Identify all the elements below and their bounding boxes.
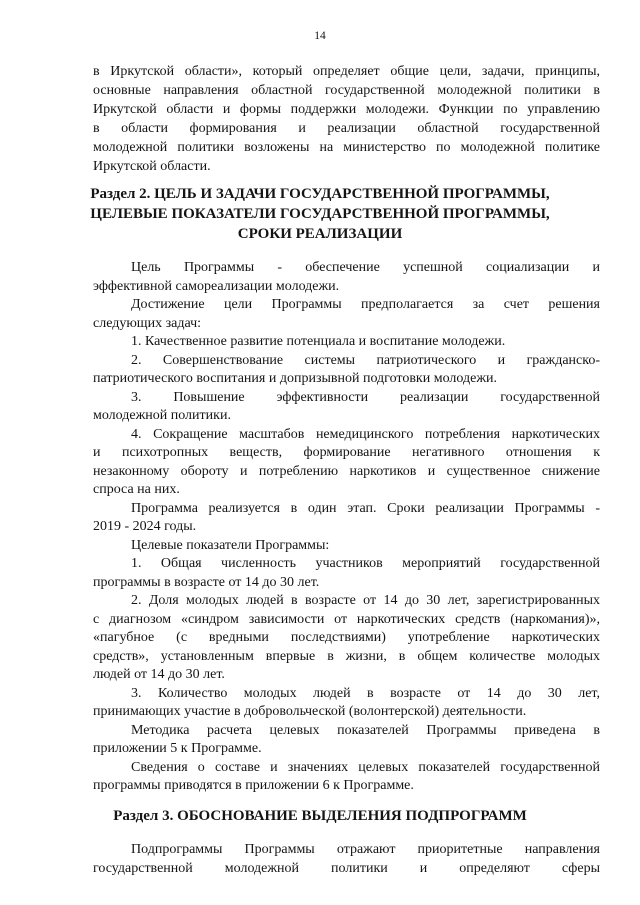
body-line: 3. Количество молодых людей в возрасте от 14 до 30 лет, [131, 686, 600, 701]
body-line: незаконному обороту и потреблению наркотиков и существенное снижение [93, 464, 600, 479]
body-line: 1. Качественное развитие потенциала и воспитание молодежи. [131, 334, 506, 349]
body-line: программы приводятся в приложении 6 к Программе. [93, 778, 414, 793]
section-heading: Раздел 3. ОБОСНОВАНИЕ ВЫДЕЛЕНИЯ ПОДПРОГРАММ [113, 808, 527, 824]
body-line: принимающих участие в добровольческой (волонтерской) деятельности. [93, 704, 527, 719]
section-heading: Раздел 2. ЦЕЛЬ И ЗАДАЧИ ГОСУДАРСТВЕННОЙ ПРОГРАММЫ, [90, 186, 550, 202]
body-line: в области формирования и реализации областной государственной [93, 121, 600, 136]
body-line: эффективной самореализации молодежи. [93, 279, 340, 294]
body-line: 3. Повышение эффективности реализации государственной [131, 390, 600, 405]
body-line: патриотического воспитания и допризывной подготовки молодежи. [93, 371, 497, 386]
body-line: 4. Сокращение масштабов немедицинского потребления наркотических [131, 427, 600, 442]
body-line: молодежной политики возложены на министерство по молодежной политике [93, 140, 600, 155]
body-line: Методика расчета целевых показателей Программы приведена в [131, 723, 600, 738]
body-line: Цель Программы - обеспечение успешной социализации и [131, 260, 600, 275]
body-line: молодежной политики. [93, 408, 231, 423]
body-line: Подпрограммы Программы отражают приоритетные направления [131, 842, 600, 857]
section-heading: СРОКИ РЕАЛИЗАЦИИ [237, 226, 403, 242]
body-line: «пагубное (с вредными последствиями) употребление наркотических [93, 630, 600, 645]
body-line: Целевые показатели Программы: [131, 538, 330, 553]
body-line: Сведения о составе и значениях целевых показателей государственной [131, 760, 600, 775]
body-line: спроса на них. [93, 482, 180, 497]
body-line: основные направления областной государственной молодежной политики в [93, 83, 600, 98]
body-line: в Иркутской области», который определяет общие цели, задачи, принципы, [93, 64, 600, 79]
body-line: средств», установленным впервые в жизни, в общем количестве молодых [93, 649, 600, 664]
body-line: 2. Совершенствование системы патриотического и гражданско- [131, 353, 600, 368]
page-number: 14 [314, 30, 326, 42]
body-line: 2019 - 2024 годы. [93, 519, 197, 534]
body-line: 2. Доля молодых людей в возрасте от 14 до 30 лет, зарегистрированных [131, 593, 600, 608]
body-line: Достижение цели Программы предполагается за счет решения [131, 297, 600, 312]
body-line: Иркутской области. [93, 159, 211, 174]
body-line: следующих задач: [93, 316, 202, 331]
body-line: программы в возрасте от 14 до 30 лет. [93, 575, 320, 590]
body-line: государственной молодежной политики и определяют сферы [93, 861, 600, 876]
body-line: людей от 14 до 30 лет. [93, 667, 225, 682]
section-heading: ЦЕЛЕВЫЕ ПОКАЗАТЕЛИ ГОСУДАРСТВЕННОЙ ПРОГРАММЫ, [90, 206, 550, 222]
body-line: приложении 5 к Программе. [93, 741, 262, 756]
body-line: Программа реализуется в один этап. Сроки реализации Программы - [131, 501, 600, 516]
body-line: 1. Общая численность участников мероприятий государственной [131, 556, 600, 571]
body-line: с диагнозом «синдром зависимости от наркотических средств (наркомания)», [93, 612, 600, 627]
body-line: и психотропных веществ, формирование негативного отношения к [93, 445, 600, 460]
body-line: Иркутской области и формы поддержки молодежи. Функции по управлению [93, 102, 600, 117]
